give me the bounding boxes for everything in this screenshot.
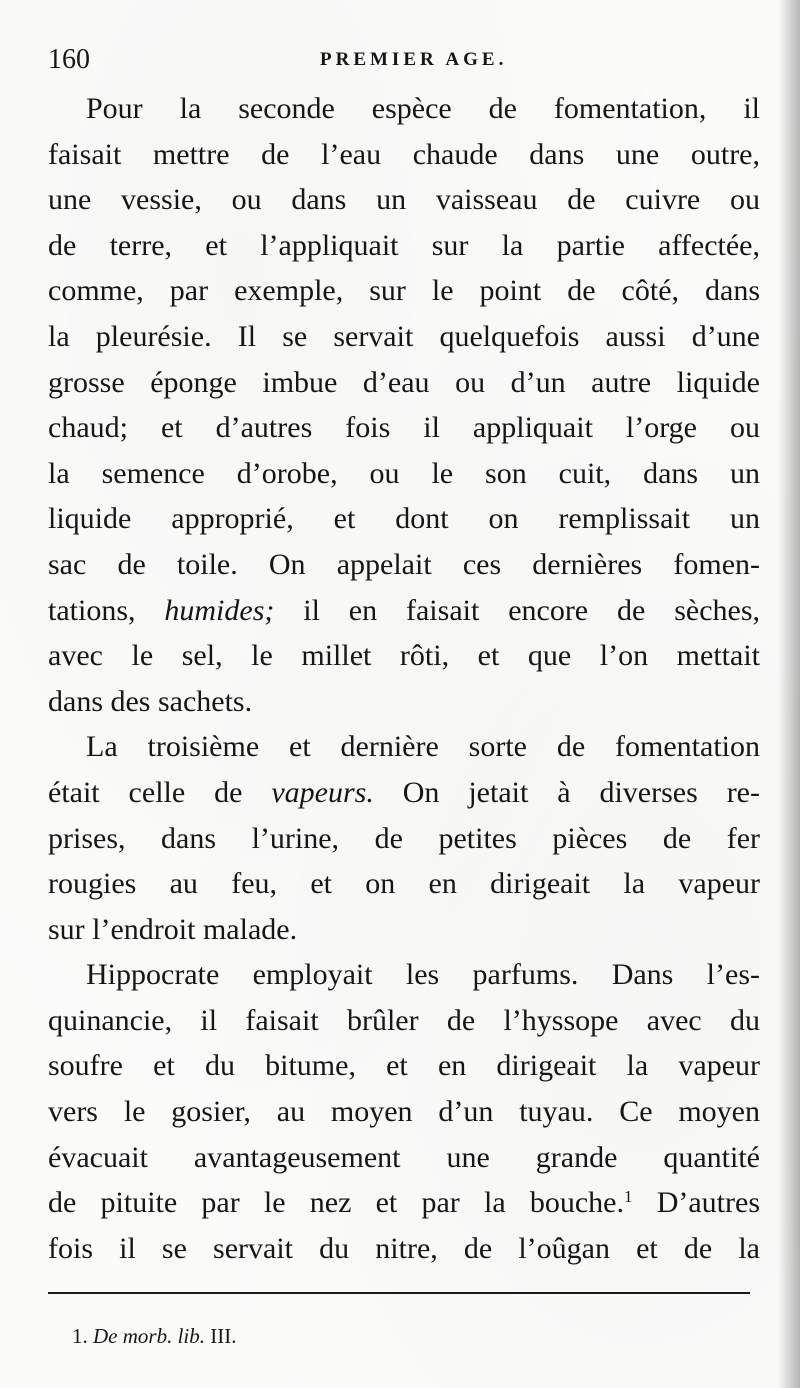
text-run: était celle de (48, 775, 272, 809)
text-line: comme, par exemple, sur le point de côté, dans (48, 274, 760, 308)
text-line: soufre et du bitume, et en dirigeait la vapeur (48, 1049, 760, 1083)
text-line: Hippocrate employait les parfums. Dans l’es- (86, 958, 760, 992)
page-edge-shadow (778, 0, 800, 1388)
footnote-rule (48, 1292, 750, 1294)
text-line: fois il se servait du nitre, de l’oûgan et de la (48, 1231, 760, 1265)
text-line: la pleurésie. Il se servait quelquefois aussi d’une (48, 319, 760, 353)
text-line: sur l’endroit malade. (48, 912, 298, 946)
text-line: rougies au feu, et on en dirigeait la vapeur (48, 867, 760, 901)
text-run: de pituite par le nez et par la bouche. (48, 1186, 624, 1220)
text-line: dans des sachets. (48, 684, 253, 718)
text-run: On jetait à diverses re- (373, 775, 760, 809)
text-line: liquide approprié, et dont on remplissait un (48, 502, 760, 536)
footnote (72, 1322, 236, 1350)
running-title: PREMIER AGE. (320, 49, 508, 70)
footnote-text: De morb. lib. (93, 1324, 205, 1348)
text-line: quinancie, il faisait brûler de l’hyssope avec du (48, 1003, 760, 1037)
text-line (48, 588, 760, 634)
footnote-marker[interactable]: 1 (624, 1187, 633, 1207)
text-line: la semence d’orobe, ou le son cuit, dans un (48, 456, 760, 490)
text-run: tations, (48, 593, 165, 627)
text-line: La troisième et dernière sorte de fomentation (86, 730, 760, 764)
text-line: avec le sel, le millet rôti, et que l’on mettait (48, 639, 760, 673)
text-line: grosse éponge imbue d’eau ou d’un autre liquide (48, 365, 760, 399)
text-line: Pour la seconde espèce de fomentation, il (86, 92, 760, 125)
text-line: une vessie, ou dans un vaisseau de cuivre ou (48, 183, 760, 217)
text-line: faisait mettre de l’eau chaude dans une outre, (48, 137, 760, 171)
footnote-number: 1. (72, 1324, 88, 1348)
text-line: prises, dans l’urine, de petites pièces de fer (48, 821, 760, 855)
body-text (48, 86, 760, 1271)
page-number: 160 (48, 44, 90, 75)
footnote-book: III. (210, 1324, 237, 1348)
text-line: sac de toile. On appelait ces dernières fomen- (48, 547, 760, 581)
page-header (48, 40, 758, 80)
text-line: vers le gosier, au moyen d’un tuyau. Ce moyen (48, 1095, 760, 1129)
text-line: évacuait avantageusement une grande quantité (48, 1140, 760, 1174)
text-line (48, 770, 760, 816)
text-line: de terre, et l’appliquait sur la partie affectée, (48, 228, 760, 262)
text-line (48, 1180, 760, 1226)
text-run: il en faisait encore de sèches, (274, 593, 760, 627)
italic-word: vapeurs. (271, 775, 374, 809)
text-run: D’autres (632, 1186, 760, 1220)
italic-word: humides; (164, 593, 275, 627)
text-line: chaud; et d’autres fois il appliquait l’orge ou (48, 411, 760, 445)
